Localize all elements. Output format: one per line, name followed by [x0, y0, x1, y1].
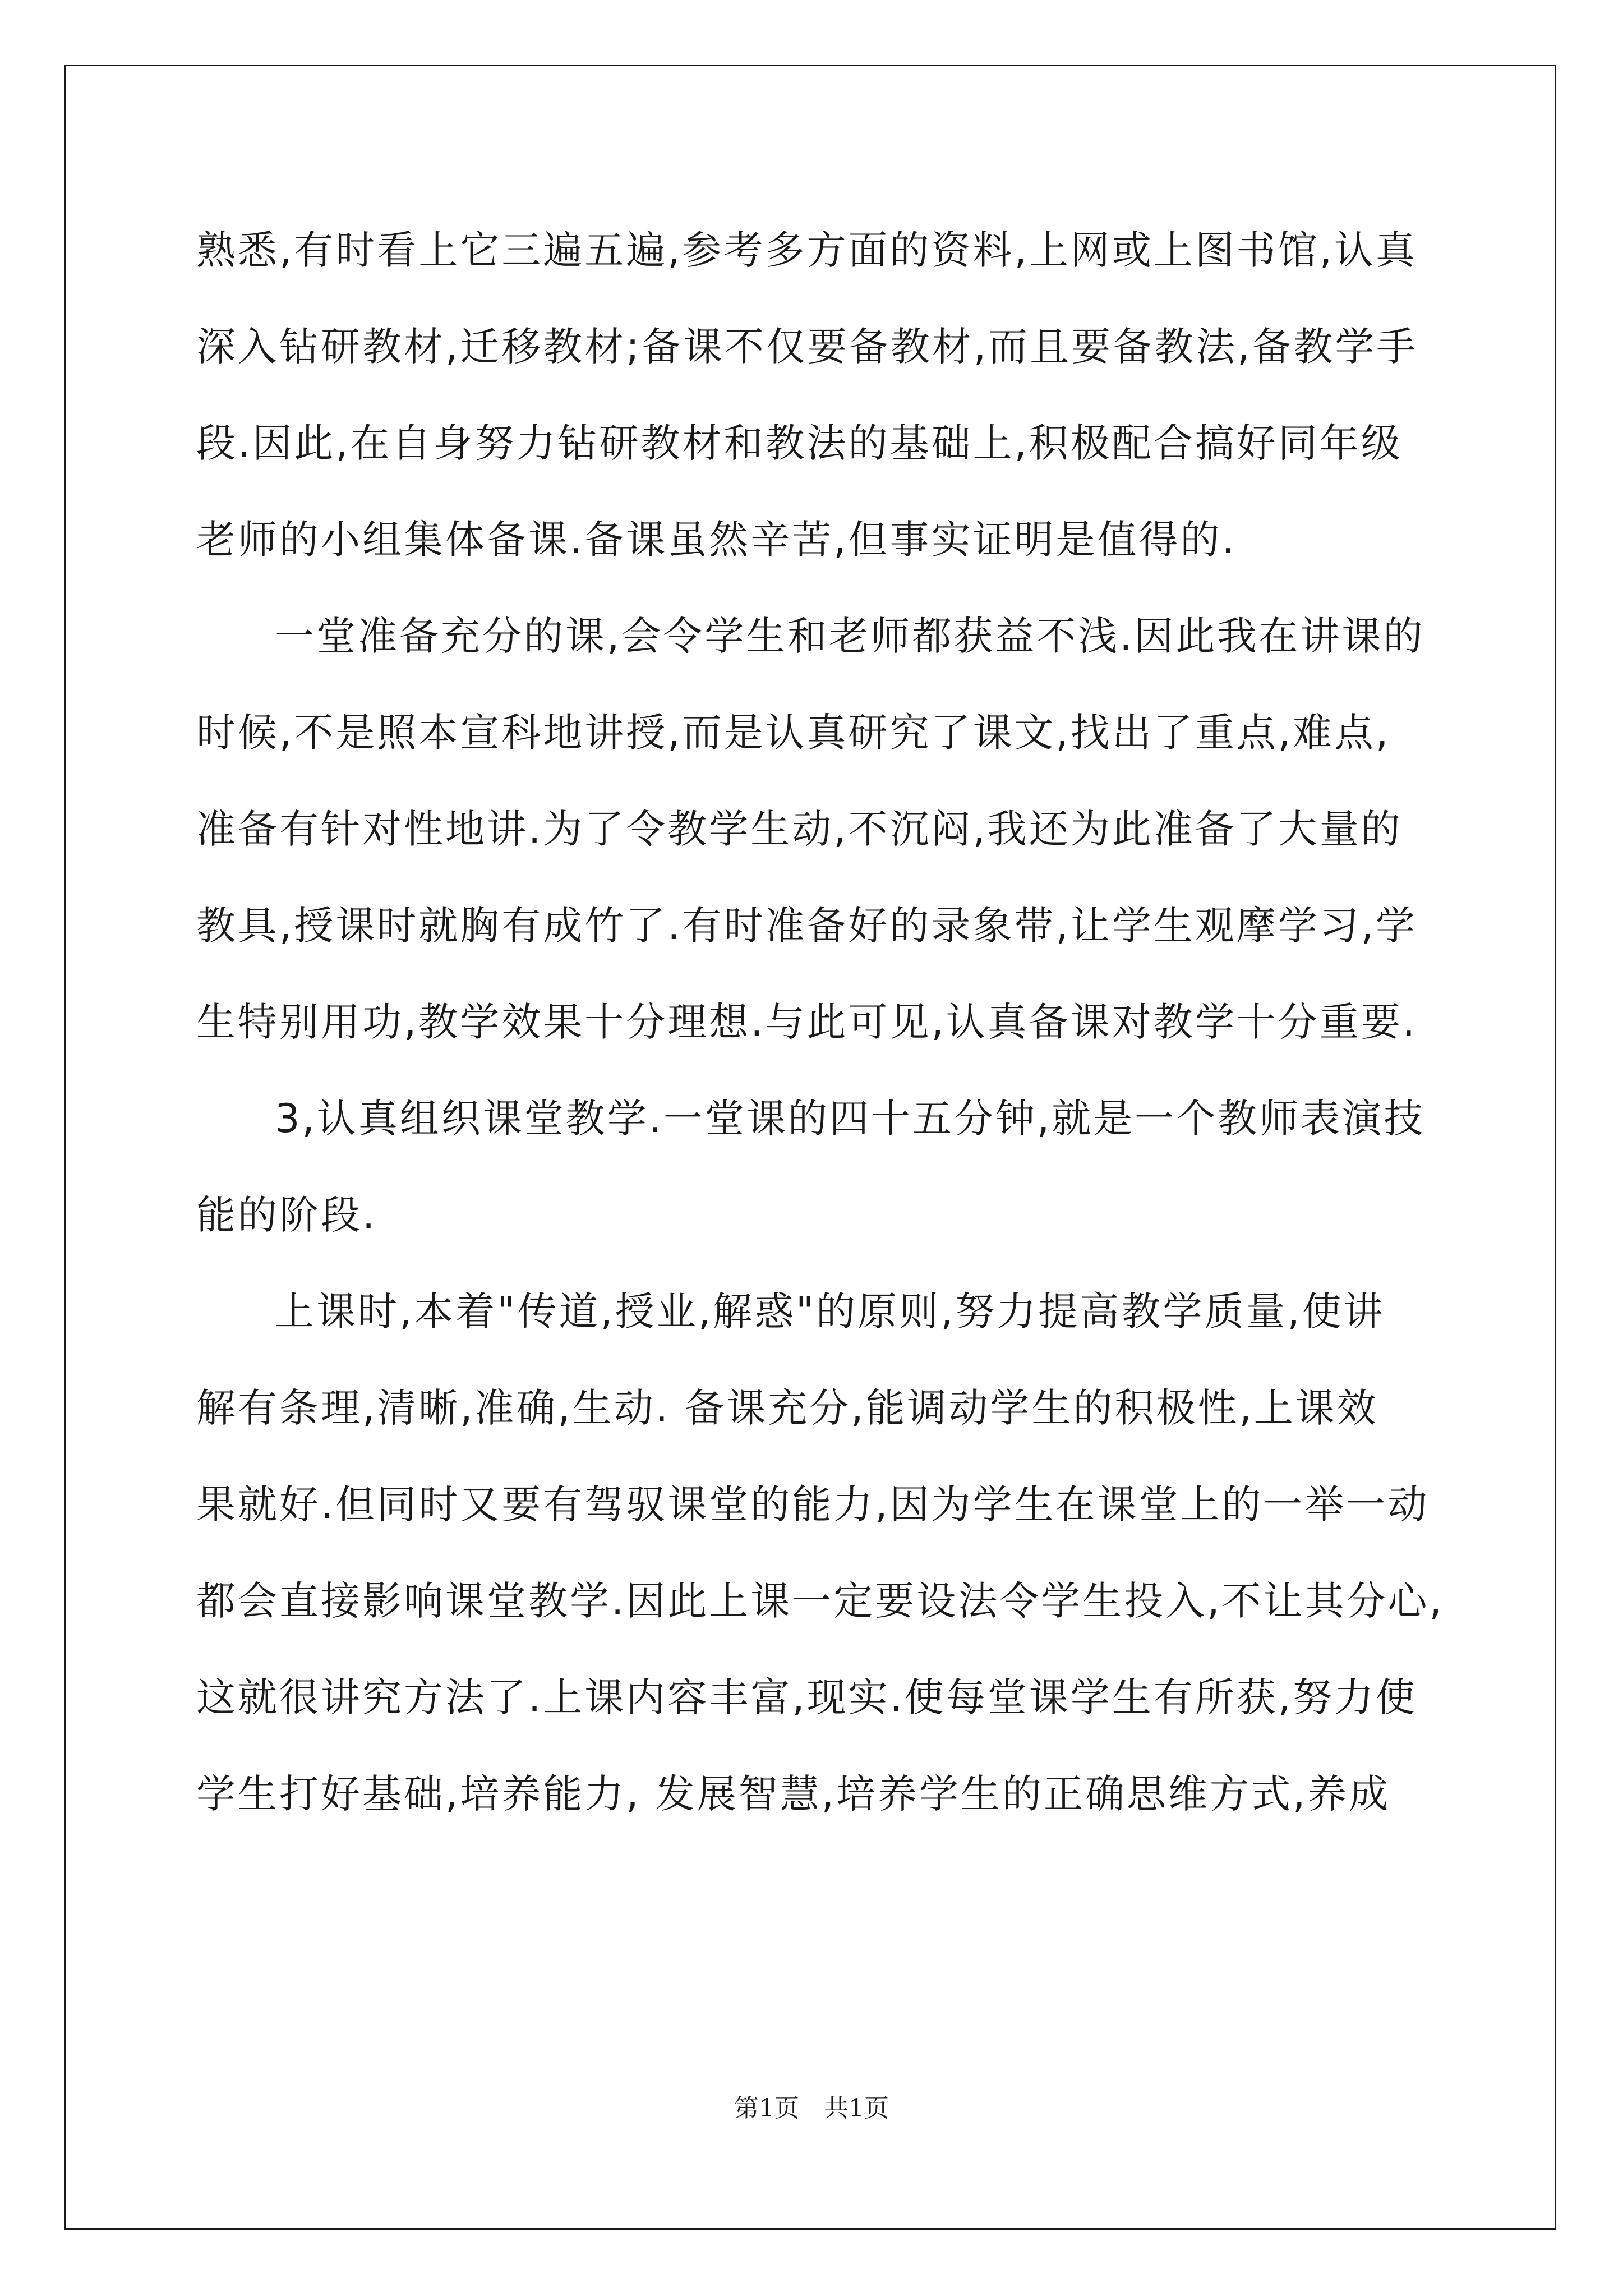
- body-line: 上课时,本着"传道,授业,解惑"的原则,努力提高教学质量,使讲: [275, 1289, 1385, 1335]
- body-line: 这就很讲究方法了.上课内容丰富,现实.使每堂课学生有所获,努力使: [196, 1674, 1418, 1720]
- body-line: 都会直接影响课堂教学.因此上课一定要设法令学生投入,不让其分心,: [196, 1578, 1444, 1624]
- page-number-footer: 第1页 共1页: [734, 2094, 889, 2123]
- body-line: 学生打好基础,培养能力, 发展智慧,培养学生的正确思维方式,养成: [196, 1771, 1391, 1817]
- body-line: 时候,不是照本宣科地讲授,而是认真研究了课文,找出了重点,难点,: [196, 710, 1391, 756]
- body-line: 教具,授课时就胸有成竹了.有时准备好的录象带,让学生观摩学习,学: [196, 903, 1418, 949]
- body-line: 深入钻研教材,迁移教材;备课不仅要备教材,而且要备教法,备教学手: [196, 324, 1418, 370]
- body-line: 老师的小组集体备课.备课虽然辛苦,但事实证明是值得的.: [196, 517, 1237, 563]
- body-line: 能的阶段.: [196, 1192, 377, 1238]
- body-line: 段.因此,在自身努力钻研教材和教法的基础上,积极配合搞好同年级: [196, 420, 1403, 466]
- document-body: [196, 202, 1444, 1842]
- body-line: 一堂准备充分的课,会令学生和老师都获益不浅.因此我在讲课的: [275, 613, 1425, 659]
- body-line: 解有条理,清晰,准确,生动. 备课充分,能调动学生的积极性,上课效: [196, 1385, 1378, 1431]
- body-line: 果就好.但同时又要有驾驭课堂的能力,因为学生在课堂上的一举一动: [196, 1481, 1430, 1527]
- body-line: 熟悉,有时看上它三遍五遍,参考多方面的资料,上网或上图书馆,认真: [196, 227, 1418, 273]
- body-line: 生特别用功,教学效果十分理想.与此可见,认真备课对教学十分重要.: [196, 999, 1418, 1045]
- body-line: 准备有针对性地讲.为了令教学生动,不沉闷,我还为此准备了大量的: [196, 806, 1403, 852]
- body-line: 3,认真组织课堂教学.一堂课的四十五分钟,就是一个教师表演技: [275, 1096, 1426, 1142]
